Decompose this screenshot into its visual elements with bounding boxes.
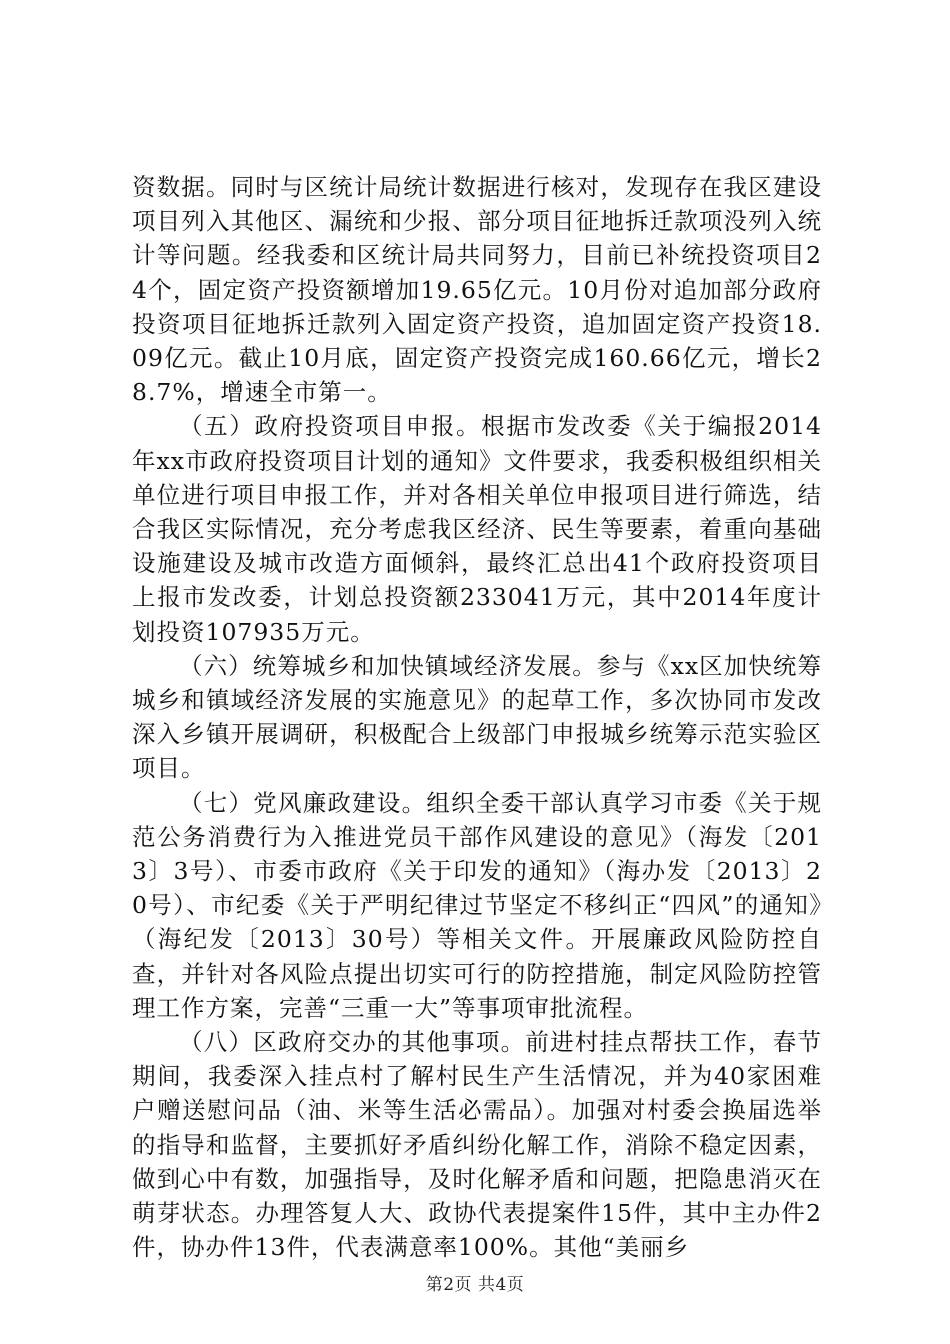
paragraph-urban-rural-development: （六）统筹城乡和加快镇域经济发展。参与《xx区加快统筹城乡和镇域经济发展的实施意见》的起草工作，多次协同市发改深入乡镇开展调研，积极配合上级部门申报城乡统筹示范实验区项目。 xyxy=(132,651,822,783)
document-body xyxy=(132,170,822,1265)
paragraph-party-integrity: （七）党风廉政建设。组织全委干部认真学习市委《关于规范公务消费行为入推进党员干部作风建设的意见》（海发〔2013〕3号）、市委市政府《关于印发的通知》（海办发〔2013〕20号）、市纪委《关于严明纪律过节坚定不移纠正“四风”的通知》（海纪发〔2013〕30号）等相关文件。开展廉政风险防控自查，并针对各风险点提出切实可行的防控措施，制定风险防控管理工作方案，完善“三重一大”等事项审批流程。 xyxy=(132,788,822,1022)
page-footer: 第2页 共4页 xyxy=(425,1275,525,1295)
paragraph-other-assigned-matters: （八）区政府交办的其他事项。前进村挂点帮扶工作，春节期间，我委深入挂点村了解村民生产生活情况，并为40家困难户赠送慰问品（油、米等生活必需品）。加强对村委会换届选举的指导和监督，主要抓好矛盾纠纷化解工作，消除不稳定因素，做到心中有数，加强指导，及时化解矛盾和问题，把隐患消灭在萌芽状态。办理答复人大、政协代表提案件15件，其中主办件2件，协办件13件，代表满意率100%。其他“美丽乡 xyxy=(132,1028,822,1262)
paragraph-continued-investment-data: 资数据。同时与区统计局统计数据进行核对，发现存在我区建设项目列入其他区、漏统和少报、部分项目征地拆迁款项没列入统计等问题。经我委和区统计局共同努力，目前已补统投资项目24个，固定资产投资额增加19.65亿元。10月份对追加部分政府投资项目征地拆迁款列入固定资产投资，追加固定资产投资18.09亿元。截止10月底，固定资产投资完成160.66亿元，增长28.7%，增速全市第一。 xyxy=(132,173,822,407)
paragraph-government-investment-projects: （五）政府投资项目申报。根据市发改委《关于编报2014年xx市政府投资项目计划的通知》文件要求，我委积极组织相关单位进行项目申报工作，并对各相关单位申报项目进行筛选，结合我区实际情况，充分考虑我区经济、民生等要素，着重向基础设施建设及城市改造方面倾斜，最终汇总出41个政府投资项目上报市发改委，计划总投资额233041万元，其中2014年度计划投资107935万元。 xyxy=(132,412,823,646)
